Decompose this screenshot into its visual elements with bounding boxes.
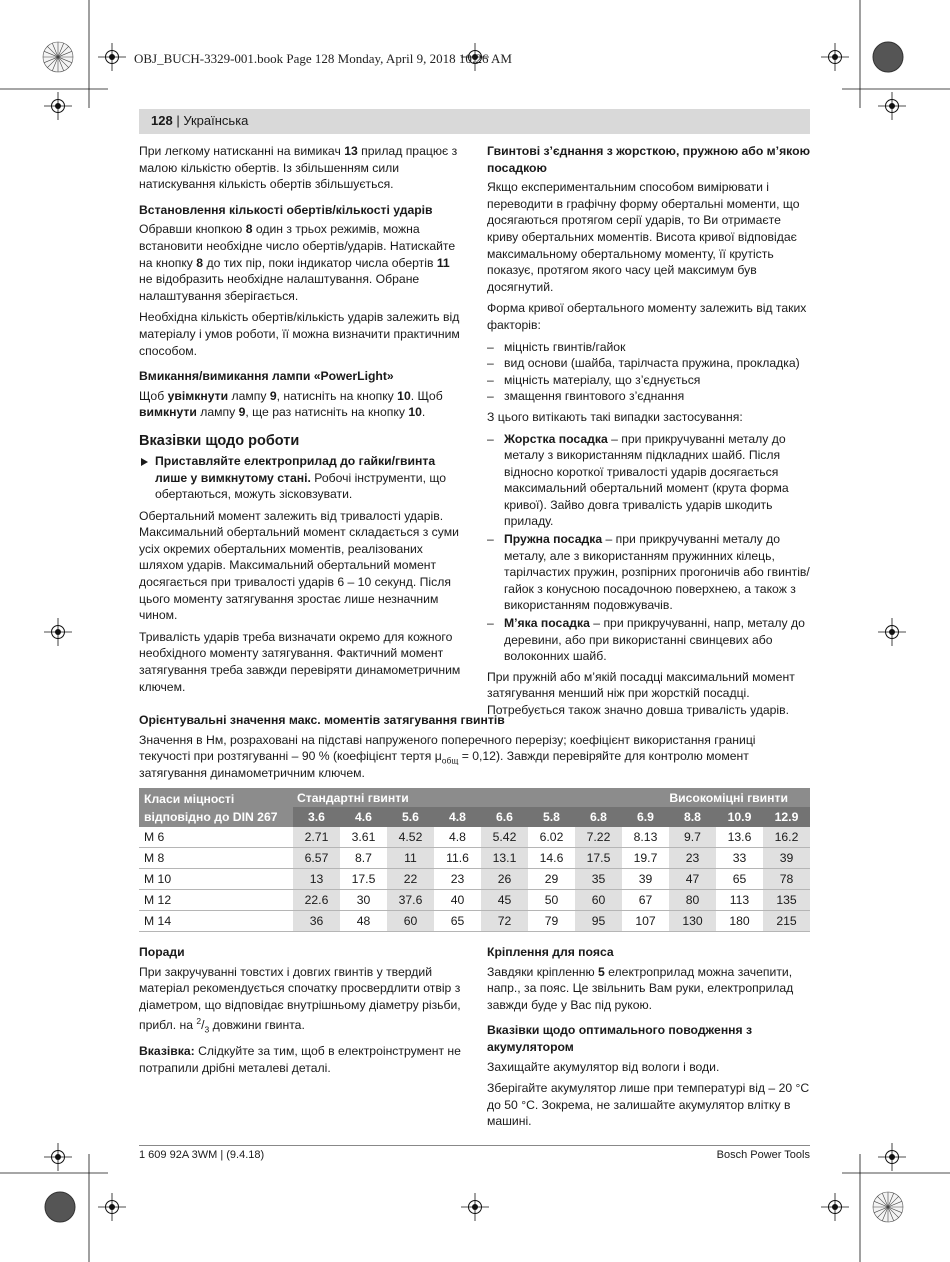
belt-heading: Кріплення для пояса [487,945,614,959]
list-item: – М’яка посадка – при прикручуванні, напр, металу до деревини, або при використанні свинцевих або волоконних шайб. [487,616,805,664]
table-cell: 79 [528,911,575,932]
row-label: M 10 [139,869,293,890]
footer-brand: Bosch Power Tools [716,1149,810,1161]
torque-section [139,712,810,781]
table-cell: 13.6 [716,827,763,848]
grade-header: 8.8 [669,807,716,827]
table-cell: 30 [340,890,387,911]
list-item: – Пружна посадка – при прикручуванні металу до металу, але з використанням пружинних кілець, тарілчастих пружин, розпірних прогоничів або гвинтів/гайок з конусною посадочною поверхнею, а також з використанням подовжувачів. [487,532,810,613]
speed-note-paragraph: Необхідна кількість обертів/кількість ударів залежить від матеріалу і умов роботи, її можна визначити практичним способом. [139,310,460,358]
table-cell: 65 [716,869,763,890]
row-label: M 8 [139,848,293,869]
table-cell: 80 [669,890,716,911]
torque-table [139,788,810,932]
table-cell: 7.22 [575,827,622,848]
row-label: M 12 [139,890,293,911]
list-item: – міцність гвинтів/гайок [487,339,626,354]
table-cell: 60 [575,890,622,911]
table-cell: 60 [387,911,434,932]
triangle-bullet-icon [141,458,148,466]
table-cell: 33 [716,848,763,869]
table-cell: 9.7 [669,827,716,848]
table-cell: 17.5 [340,869,387,890]
footer-divider [139,1145,810,1146]
footer-document-code: 1 609 92A 3WM | (9.4.18) [139,1149,265,1161]
table-cell: 11 [387,848,434,869]
belt-battery-column [487,944,810,1135]
factors-list [487,339,810,405]
table-cell: 35 [575,869,622,890]
grade-header: 12.9 [763,807,810,827]
tips-heading: Поради [139,945,185,959]
table-cell: 4.8 [434,827,481,848]
grade-header: 10.9 [716,807,763,827]
right-column [487,143,810,724]
left-column [139,143,464,700]
table-row [139,869,810,890]
grade-header: 6.8 [575,807,622,827]
list-item: – міцність матеріалу, що з’єднується [487,372,701,387]
table-cell: 107 [622,911,669,932]
cases-intro: З цього витікають такі випадки застосування: [487,409,743,424]
curve-paragraph: Якщо експериментальним способом вимірювати і переводити в графічну форму обертальні моменти, що досягаються протягом серії ударів, то Ви отримаєте криву обертальних моментів. Висота кривої відповідає максимальному обертальному моменту, її крутість показує, протягом якого часу цей максимум був досягнутий. [487,180,800,294]
table-cell: 130 [669,911,716,932]
table-cell: 5.42 [481,827,528,848]
table-cell: 23 [669,848,716,869]
grade-header: 4.8 [434,807,481,827]
battery-moisture-paragraph: Захищайте акумулятор від вологи і води. [487,1059,720,1074]
light-paragraph: Щоб увімкнути лампу 9, натисніть на кнопку 10. Щоб вимкнути лампу 9, ще раз натисніть на кнопку 10. [139,388,443,420]
table-cell: 40 [434,890,481,911]
grade-header: 4.6 [340,807,387,827]
torque-duration-paragraph: Обертальний момент залежить від тривалості ударів. Максимальний обертальний момент складається з суми усіх окремих обертальних моментів, реалізованих шляхом ударів. Максимальний обертальний момент досягається при тривалості ударів 6 – 10 секунд. Після цього моменту затягування зростає лише незначним чином. [139,508,459,623]
joints-heading: Гвинтові з’єднання з жорсткою, пружною або м’якою посадкою [487,144,810,175]
grade-header: 6.9 [622,807,669,827]
table-class-header: Класи міцності відповідно до DIN 267 [139,788,293,827]
header-separator: | [172,113,184,128]
table-cell: 180 [716,911,763,932]
table-cell: 22.6 [293,890,340,911]
table-cell: 26 [481,869,528,890]
table-cell: 13 [293,869,340,890]
list-item: – Жорстка посадка – при прикручуванні металу до металу з використанням підкладних шайб. Після відносно короткої тривалості ударів досягається максимальний обертальний момент (крута форма кривої). Зайво довга тривалість ударів шкодить приладу. [487,431,789,529]
row-label: M 14 [139,911,293,932]
table-row [139,827,810,848]
table-cell: 39 [763,848,810,869]
table-cell: 72 [481,911,528,932]
table-row [139,911,810,932]
factors-intro: Форма кривої обертального моменту залежить від таких факторів: [487,301,807,332]
switch-paragraph: При легкому натисканні на вимикач 13 прилад працює з малою кількістю обертів. Із збільшенням сили натискування кількість обертів збільшується. [139,144,458,192]
safety-warning: Приставляйте електроприлад до гайки/гвинта лише у вимкнутому стані. Робочі інструменти, що обертаються, можуть зісковзувати. [139,453,464,503]
table-cell: 17.5 [575,848,622,869]
table-cell: 13.1 [481,848,528,869]
note-paragraph: Вказівка: Слідкуйте за тим, щоб в електроінструмент не потрапили дрібні металеві деталі. [139,1044,461,1076]
grade-header: 5.6 [387,807,434,827]
grade-header: 6.6 [481,807,528,827]
grade-header: 5.8 [528,807,575,827]
table-cell: 8.7 [340,848,387,869]
page-number: 128 [151,113,173,128]
light-heading: Вмикання/вимикання лампи «PowerLight» [139,369,394,384]
table-row [139,848,810,869]
torque-heading: Орієнтувальні значення макс. моментів затягування гвинтів [139,713,505,727]
table-cell: 4.52 [387,827,434,848]
page-header [139,109,810,134]
table-cell: 45 [481,890,528,911]
table-cell: 135 [763,890,810,911]
speed-paragraph: Обравши кнопкою 8 один з трьох режимів, можна встановити необхідне число обертів/ударів. Натискайте на кнопку 8 до тих пір, поки індикатор числа обертів 11 не відобразить необхідне налаштування. Обране налаштування зберігається. [139,222,456,303]
table-row [139,890,810,911]
belt-paragraph: Завдяки кріпленню 5 електроприлад можна зачепити, напр., за пояс. Це звільнить Вам руки, електроприлад завжди буде у Вас під рукою. [487,964,794,1012]
table-cell: 8.13 [622,827,669,848]
speed-heading: Встановлення кількості обертів/кількості ударів [139,202,433,217]
battery-heading: Вказівки щодо оптимального поводження з акумулятором [487,1023,753,1054]
table-cell: 78 [763,869,810,890]
table-cell: 39 [622,869,669,890]
tips-paragraph: При закручуванні товстих і довгих гвинтів у твердий матеріал рекомендується спочатку просвердлити отвір з діаметром, що відповідає внутрішньому діаметру різьби, прибл. на $^2/_3$ довжини гвинта. [139,964,461,1035]
table-cell: 215 [763,911,810,932]
table-cell: 67 [622,890,669,911]
tips-column [139,944,464,1082]
table-cell: 2.71 [293,827,340,848]
table-cell: 113 [716,890,763,911]
table-cell: 37.6 [387,890,434,911]
table-cell: 48 [340,911,387,932]
table-cell: 3.61 [340,827,387,848]
torque-check-paragraph: Тривалість ударів треба визначати окремо для кожного необхідного моменту затягування. Фактичний момент затягування треба завжди перевіряти динамометричним ключем. [139,629,461,694]
table-cell: 11.6 [434,848,481,869]
table-cell: 65 [434,911,481,932]
table-cell: 6.57 [293,848,340,869]
table-group-standard: Стандартні гвинти [293,788,669,807]
list-item: – вид основи (шайба, тарілчаста пружина, прокладка) [487,356,800,371]
row-label: M 6 [139,827,293,848]
table-cell: 47 [669,869,716,890]
table-cell: 6.02 [528,827,575,848]
grade-header: 3.6 [293,807,340,827]
table-cell: 29 [528,869,575,890]
list-item: – змащення гвинтового з’єднання [487,389,685,404]
torque-note: Значення в Нм, розраховані на підставі напруженого поперечного перерізу; коефіцієнт використання границі текучості при розтягуванні – 90 % (коефіцієнт тертя $\mu_{общ} = 0,12$). Завжди перевіряйте для контролю момент затягування динамометричним ключем. [139,732,756,780]
table-cell: 22 [387,869,434,890]
table-group-high: Високоміцні гвинти [669,788,810,807]
table-cell: 36 [293,911,340,932]
battery-temperature-paragraph: Зберігайте акумулятор лише при температурі від – 20 °C до 50 °C. Зокрема, не залишайте акумулятор влітку в машині. [487,1081,810,1129]
table-cell: 19.7 [622,848,669,869]
print-slug: OBJ_BUCH-3329-001.book Page 128 Monday, April 9, 2018 10:26 AM [134,51,512,66]
table-cell: 16.2 [763,827,810,848]
cases-list [487,431,810,665]
work-heading: Вказівки щодо роботи [139,432,300,449]
table-cell: 50 [528,890,575,911]
table-cell: 95 [575,911,622,932]
table-cell: 14.6 [528,848,575,869]
soft-joint-paragraph: При пружній або м’якій посадці максимальний момент затягування менший ніж при жорсткій посадці. Потребується також значно довша тривалість ударів. [487,669,795,717]
header-language: Українська [183,113,249,128]
page-header-text [151,113,248,128]
table-cell: 23 [434,869,481,890]
